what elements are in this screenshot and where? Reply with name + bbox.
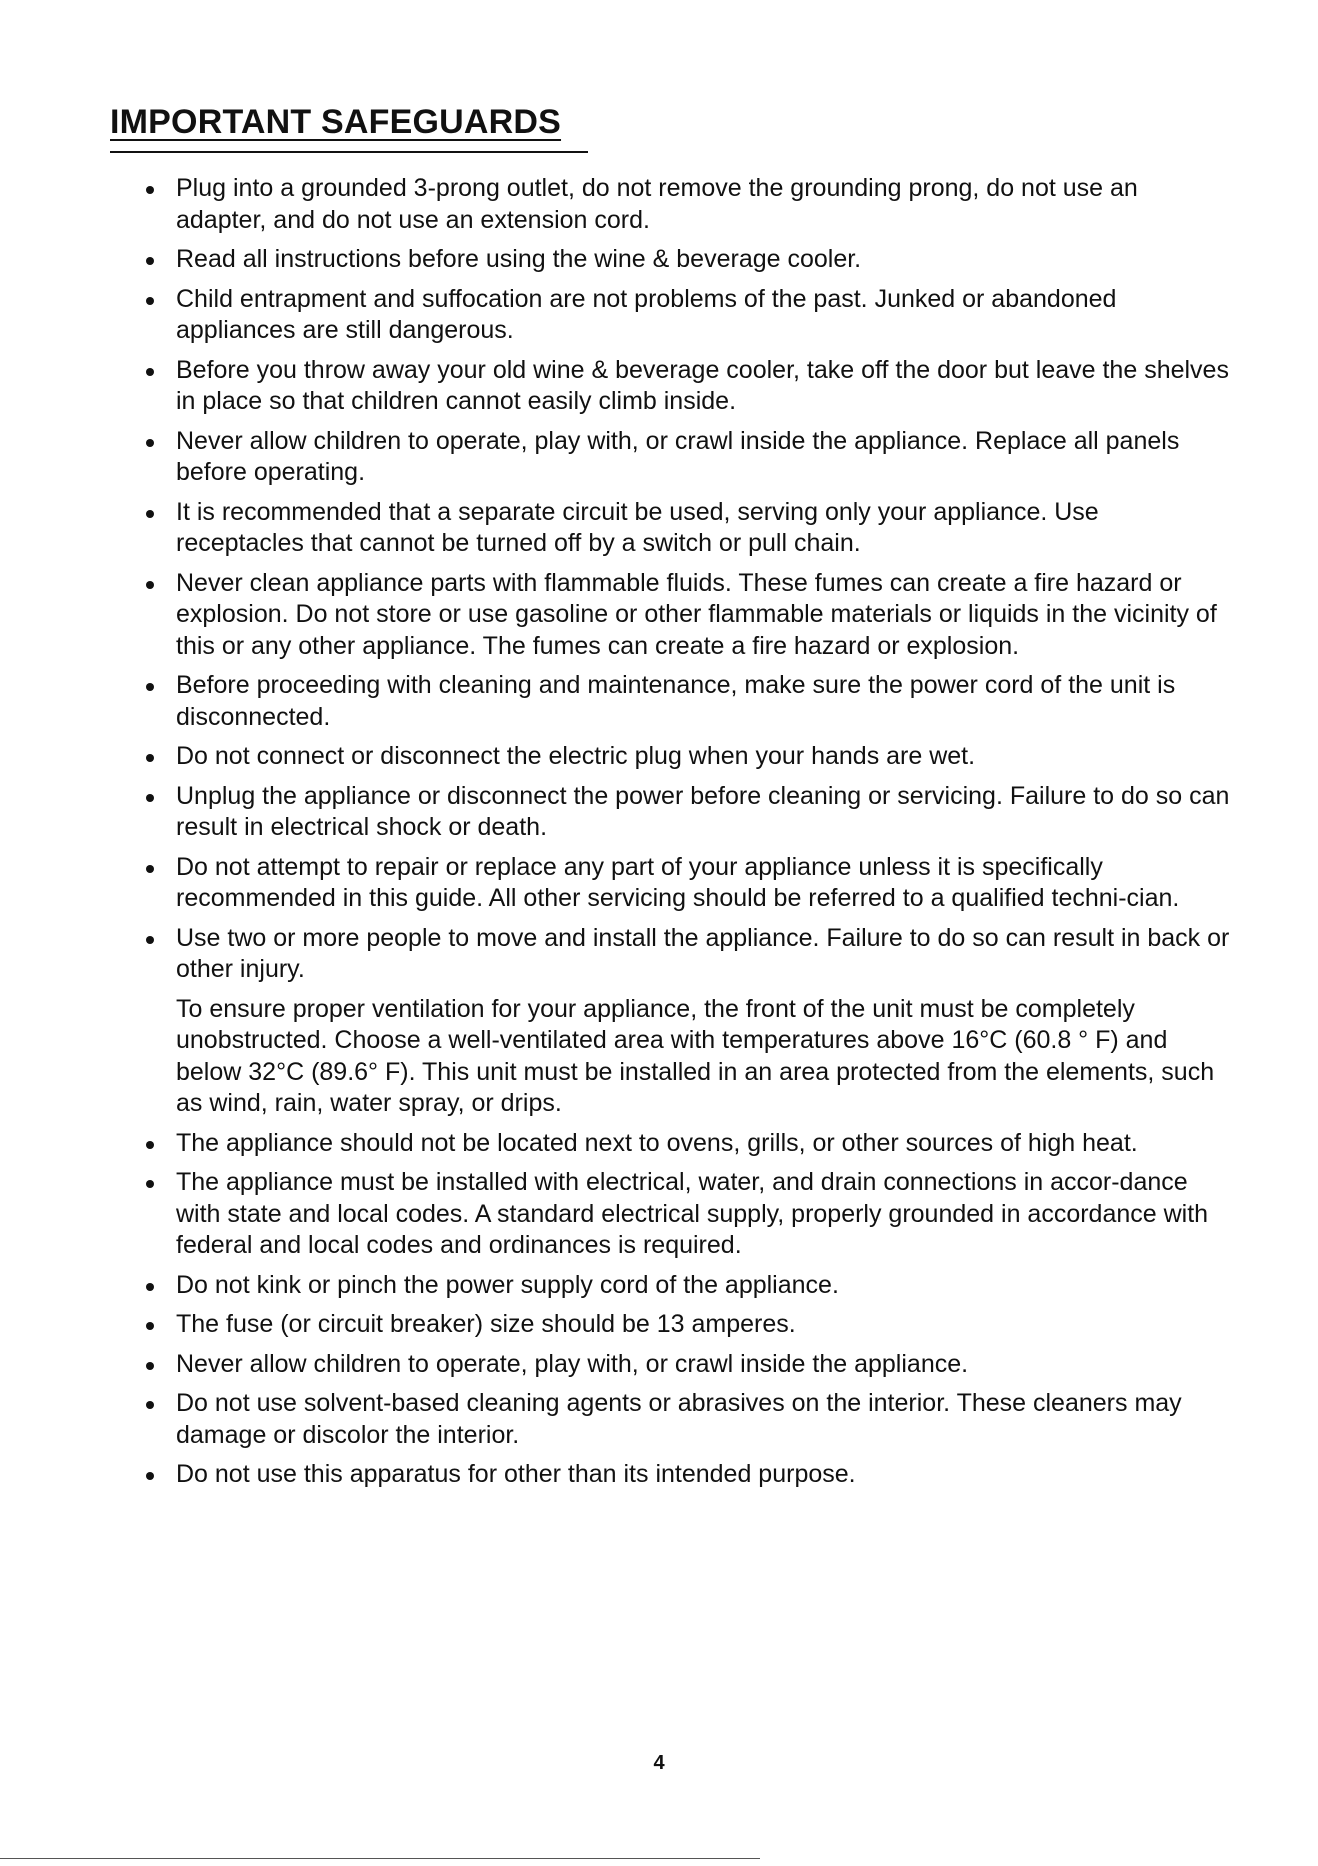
safeguard-text: To ensure proper ventilation for your appliance, the front of the unit must be completely unobstructed. Choose a well-ventilated area with temperatures above 16°C (60.8 ° F) and below 32°C (89.6° F). This unit must be installed in an area protected from the elements, such as wind, rain, water spray, or drips.: [176, 994, 1215, 1117]
safeguard-item: [140, 670, 1230, 733]
safeguard-item: [140, 781, 1230, 844]
safeguard-item: [140, 355, 1230, 418]
bullet-icon: [146, 1362, 154, 1370]
safeguard-item: [140, 1309, 1230, 1341]
safeguard-item: [140, 284, 1230, 347]
bullet-icon: [146, 1283, 154, 1291]
bullet-icon: [146, 1472, 154, 1480]
safeguard-text: Do not use this apparatus for other than its intended purpose.: [176, 1460, 856, 1488]
title-double-underline: [110, 151, 588, 153]
safeguard-item: [140, 923, 1230, 986]
safeguard-text: Plug into a grounded 3-prong outlet, do not remove the grounding prong, do not use an adapter, and do not use an extension cord.: [176, 174, 1138, 234]
safeguard-text: Do not connect or disconnect the electric plug when your hands are wet.: [176, 742, 976, 770]
safeguard-item: [140, 852, 1230, 915]
bullet-icon: [146, 1141, 154, 1149]
bullet-icon: [146, 581, 154, 589]
safeguard-text: Read all instructions before using the wine & beverage cooler.: [176, 245, 862, 273]
safeguard-text: Never clean appliance parts with flammable fluids. These fumes can create a fire hazard or explosion. Do not store or use gasoline or other flammable materials or liquids in the vicinity of this or any other appliance. The fumes can create a fire hazard or explosion.: [176, 568, 1217, 660]
bullet-icon: [146, 439, 154, 447]
bullet-icon: [146, 186, 154, 194]
bullet-icon: [146, 1180, 154, 1188]
safeguard-text: The appliance must be installed with electrical, water, and drain connections in accor-dance with state and local codes. A standard electrical supply, properly grounded in accordance with federal and local codes and ordinances is required.: [176, 1168, 1209, 1259]
safeguard-item: [140, 1459, 1230, 1491]
safeguard-item: [140, 568, 1230, 663]
safeguard-item: [140, 426, 1230, 489]
safeguard-item: [140, 741, 1230, 773]
bullet-icon: [146, 794, 154, 802]
safeguard-item: [140, 1167, 1230, 1262]
safeguard-text: Never allow children to operate, play with, or crawl inside the appliance.: [176, 1349, 969, 1378]
safeguard-item: [140, 1349, 1230, 1381]
bullet-icon: [146, 683, 154, 691]
bullet-icon: [146, 1322, 154, 1330]
safeguard-text: The fuse (or circuit breaker) size should be 13 amperes.: [176, 1310, 796, 1338]
safeguard-text: Do not attempt to repair or replace any part of your appliance unless it is specifically recommended in this guide. All other servicing should be referred to a qualified techni-cian.: [176, 852, 1180, 912]
safeguard-text: Unplug the appliance or disconnect the power before cleaning or servicing. Failure to do so can result in electrical shock or death.: [176, 781, 1230, 841]
safeguard-text: Before you throw away your old wine & beverage cooler, take off the door but leave the shelves in place so that children cannot easily climb inside.: [176, 355, 1229, 415]
safeguard-item: [140, 1388, 1230, 1451]
page-number: 4: [653, 1752, 665, 1774]
safeguard-item: [140, 173, 1230, 236]
bottom-rule: [0, 1858, 760, 1859]
safeguard-text: The appliance should not be located next to ovens, grills, or other sources of high heat.: [176, 1128, 1138, 1157]
bullet-icon: [146, 865, 154, 873]
safeguard-text: Before proceeding with cleaning and maintenance, make sure the power cord of the unit is disconnected.: [176, 671, 1176, 731]
safeguard-text: Do not use solvent-based cleaning agents or abrasives on the interior. These cleaners may damage or discolor the interior.: [176, 1389, 1182, 1449]
bullet-icon: [146, 936, 154, 944]
safeguard-item: [140, 244, 1230, 276]
bullet-icon: [146, 297, 154, 305]
bullet-icon: [146, 1401, 154, 1409]
safeguard-text: Child entrapment and suffocation are not problems of the past. Junked or abandoned appliances are still dangerous.: [176, 284, 1117, 344]
bullet-icon: [146, 368, 154, 376]
safeguard-text: Use two or more people to move and install the appliance. Failure to do so can result in back or other injury.: [176, 923, 1230, 983]
bullet-icon: [146, 257, 154, 265]
safeguard-list: [140, 173, 1230, 1499]
safeguard-paragraph: [140, 994, 1230, 1120]
page-title: IMPORTANT SAFEGUARDS: [110, 103, 562, 141]
bullet-icon: [146, 754, 154, 762]
safeguard-item: [140, 1270, 1230, 1302]
safeguard-item: [140, 1128, 1230, 1160]
safeguard-text: Never allow children to operate, play with, or crawl inside the appliance. Replace all panels before operating.: [176, 426, 1180, 486]
safeguard-text: It is recommended that a separate circuit be used, serving only your appliance. Use receptacles that cannot be turned off by a switch or pull chain.: [176, 497, 1099, 557]
safeguard-item: [140, 497, 1230, 560]
safeguard-text: Do not kink or pinch the power supply cord of the appliance.: [176, 1270, 839, 1299]
bullet-icon: [146, 510, 154, 518]
